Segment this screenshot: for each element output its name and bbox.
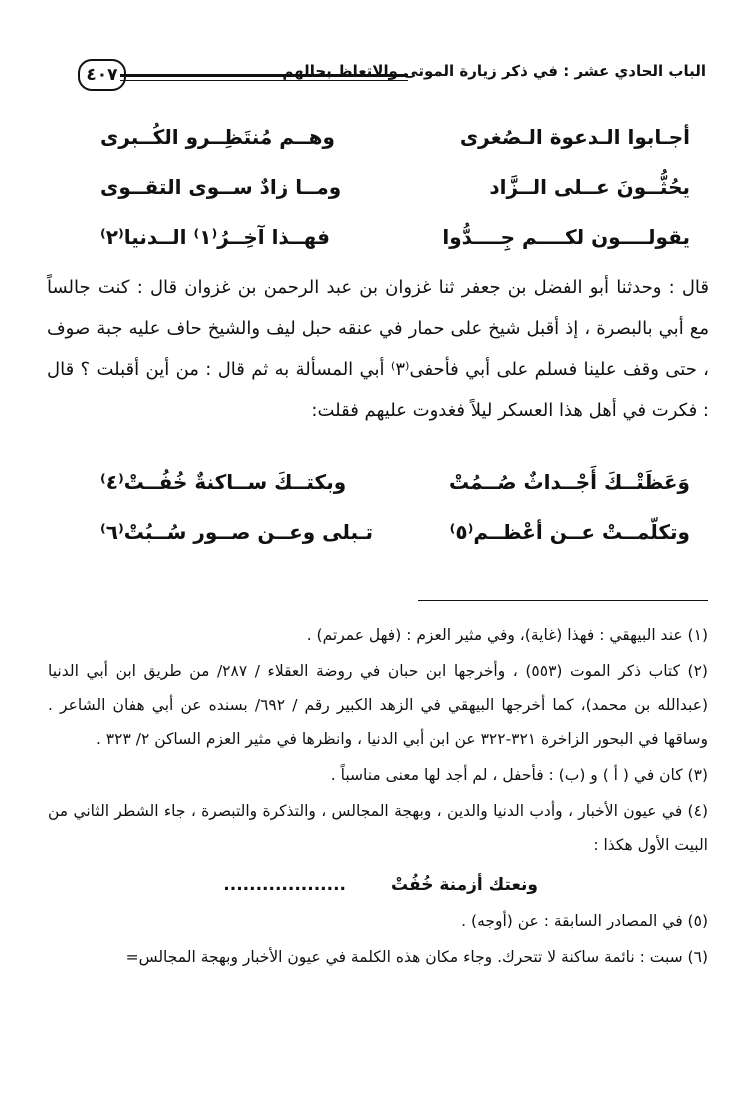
- prose-paragraph: [47, 267, 709, 431]
- verse-second-hemistich: فهــذا آخِــرُ⁽١⁾ الــدنيا⁽٢⁾: [100, 225, 330, 249]
- prose-text: قال : وحدثنا أبو الفضل بن جعفر ثنا غزوان بن عبد الرحمن بن غزوان قال : كنت جالساً مع أبي بالبصرة ، إذ أقبل شيخ على حمار في عنقه حبل ليف والشيخ حاف عليه جبة صوف ، حتى وقف علينا فسلم على أبي فأحفى⁽٣⁾ أبي المسألة به ثم قال : من أين أقبلت ؟ قال : فكرت في أهل هذا العسكر ليلاً فغدوت عليهم فقلت:: [47, 277, 709, 421]
- header-rule: [120, 74, 408, 77]
- header-rule-thin: [120, 80, 408, 81]
- verse-line: [100, 125, 690, 175]
- footnote-separator: [418, 600, 708, 601]
- footnote-5: (٥) في المصادر السابقة : عن (أوجه) .: [461, 912, 708, 930]
- verse-second-hemistich: وهــم مُنتَظِــرو الكُــبرى: [100, 125, 335, 149]
- footnotes: [48, 618, 708, 976]
- footnote-6: (٦) سبت : نائمة ساكنة لا تتحرك. وجاء مكان هذه الكلمة في عيون الأخبار وبهجة المجالس=: [125, 948, 708, 966]
- verse-second-hemistich: وبكتــكَ ســاكنةٌ خُفُــتْ⁽٤⁾: [100, 470, 347, 494]
- verse-first-hemistich: وَعَظَتْــكَ أَجْــداثٌ صُــمُتْ: [449, 470, 690, 494]
- footnote-3: (٣) كان في ( أ ) و (ب) : فأحفل ، لم أجد لها معنى مناسباً .: [330, 766, 708, 784]
- footnote-4: (٤) في عيون الأخبار ، وأدب الدنيا والدين ، وبهجة المجالس ، والتذكرة والتبصرة ، جاء الشطر الثاني من البيت الأول هكذا :: [48, 802, 708, 854]
- verse-block-second: [100, 470, 690, 570]
- footnote-1: (١) عند البيهقي : فهذا (غاية)، وفي مثير العزم : (فهل عمرتم) .: [306, 626, 708, 644]
- chapter-title: الباب الحادي عشر : في ذكر زيارة الموتى والاتعاظ بحالهم: [282, 62, 706, 80]
- footnote-verse-text: ونعتك أزمنة خُفُتْ: [390, 875, 538, 895]
- verse-block-first: [100, 125, 690, 275]
- verse-first-hemistich: يحُثُّــونَ عــلى الــزَّاد: [489, 175, 690, 199]
- page-number: ٤٠٧: [78, 59, 126, 91]
- verse-line: [100, 470, 690, 520]
- verse-first-hemistich: يقولــــون لكــــم جِــــدُّوا: [442, 225, 690, 249]
- footnote-2: (٢) كتاب ذكر الموت (٥٥٣) ، وأخرجها ابن حبان في روضة العقلاء / ٢٨٧/ من طريق ابن أبي الدنيا (عبدالله بن محمد)، كما أخرجها البيهقي في الزهد الكبير رقم / ٦٩٢/ بسنده عن أبي هفان الشاعر . وساقها في البحور الزاخرة ٣٢١-٣٢٢ عن ابن أبي الدنيا ، وانظرها في مثير العزم الساكن ٢/ ٣٢٣ .: [48, 662, 708, 748]
- footnote-verse-ellipsis: ...................: [223, 875, 346, 895]
- page-header: [58, 52, 706, 92]
- verse-line: [100, 520, 690, 570]
- verse-first-hemistich: وتكلّمــتْ عــن أعْظــم⁽٥⁾: [449, 520, 690, 544]
- verse-second-hemistich: تـبلى وعــن صــور سُــبُتْ⁽٦⁾: [100, 520, 374, 544]
- verse-first-hemistich: أجـابوا الـدعوة الـصُغرى: [459, 125, 690, 149]
- verse-line: [100, 175, 690, 225]
- verse-second-hemistich: ومــا زادٌ ســوى التقــوى: [100, 175, 342, 199]
- footnote-4-verse: [48, 864, 708, 904]
